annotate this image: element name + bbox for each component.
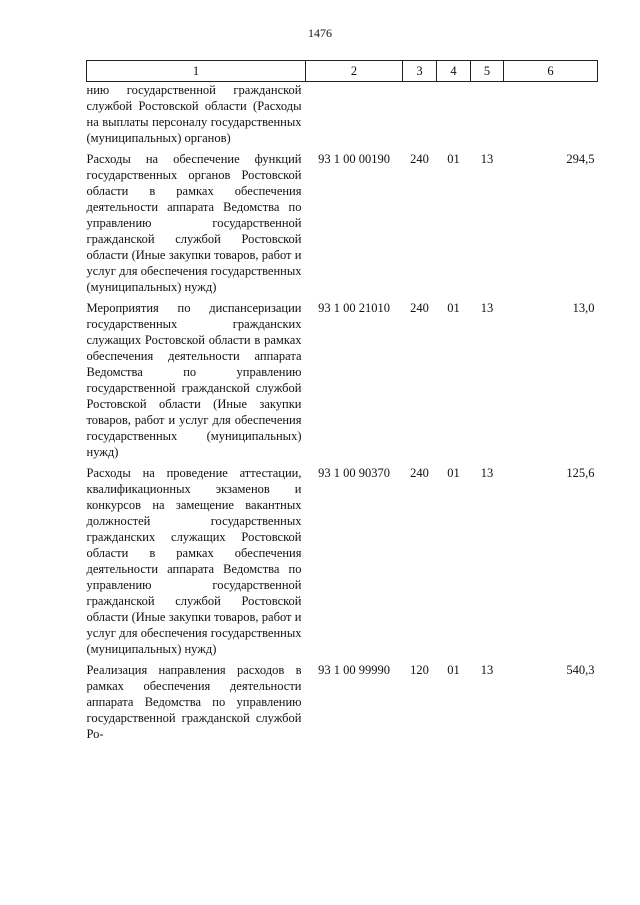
amount: 294,5 — [566, 152, 595, 166]
column-header: 6 — [504, 61, 598, 82]
row-description: нию государственной гражданской службой Ростовской области (Расходы на выплаты персоналу государственных (муниципальных) органов) — [86, 83, 302, 145]
table-row — [87, 463, 598, 660]
subsection-code: 13 — [480, 152, 494, 166]
column-header: 2 — [306, 61, 403, 82]
table-row — [87, 82, 598, 150]
amount: 540,3 — [566, 663, 595, 677]
section-code: 01 — [447, 663, 460, 677]
column-header: 3 — [403, 61, 437, 82]
target-article-code — [306, 82, 403, 150]
expense-type: 120 — [410, 663, 429, 677]
target-article-code: 93 1 00 99990 — [318, 663, 390, 677]
table-row — [87, 660, 598, 745]
target-article-code: 93 1 00 21010 — [318, 301, 390, 315]
subsection-code: 13 — [480, 466, 494, 480]
subsection-code: 13 — [480, 663, 494, 677]
table-row — [87, 149, 598, 298]
expense-type: 240 — [410, 301, 429, 315]
subsection-code: 13 — [480, 301, 494, 315]
column-header: 4 — [437, 61, 471, 82]
table-row — [87, 298, 598, 463]
expense-type: 240 — [410, 152, 429, 166]
amount — [504, 82, 598, 150]
subsection-code — [471, 82, 504, 150]
section-code: 01 — [447, 301, 460, 315]
row-description: Реализация направления расходов в рамках обеспечения деятельности аппарата Ведомства по управлению государственной гражданской службой Ро- — [86, 663, 302, 741]
column-header: 1 — [87, 61, 306, 82]
section-code: 01 — [447, 152, 460, 166]
target-article-code: 93 1 00 90370 — [318, 466, 390, 480]
row-description: Расходы на проведение аттестации, квалификационных экзаменов и конкурсов на замещение вакантных должностей государственных гражданских служащих Ростовской области в рамках обеспечения деятельности аппарата Ведомства по управлению государственной гражданской службой Ростовской области (Иные закупки товаров, работ и услуг для обеспечения государственных (муниципальных) нужд) — [86, 466, 302, 656]
amount: 125,6 — [566, 466, 595, 480]
expense-type: 240 — [410, 466, 429, 480]
page-number: 1476 — [308, 26, 332, 40]
section-code — [437, 82, 471, 150]
amount: 13,0 — [572, 301, 595, 315]
row-description: Расходы на обеспечение функций государственных органов Ростовской области в рамках обеспечения деятельности аппарата Ведомства по управлению государственной гражданской службой Ростовской области (Иные закупки товаров, работ и услуг для обеспечения государственных (муниципальных) нужд) — [86, 152, 302, 294]
target-article-code: 93 1 00 00190 — [318, 152, 390, 166]
column-header: 5 — [471, 61, 504, 82]
section-code: 01 — [447, 466, 460, 480]
budget-table — [86, 60, 598, 745]
header-row — [87, 61, 598, 82]
row-description: Мероприятия по диспансеризации государственных гражданских служащих Ростовской области в рамках обеспечения деятельности аппарата Ведомства по управлению государственной гражданской службой Ростовской области (Иные закупки товаров, работ и услуг для обеспечения государственных (муниципальных) нужд) — [86, 301, 302, 459]
expense-type — [403, 82, 437, 150]
